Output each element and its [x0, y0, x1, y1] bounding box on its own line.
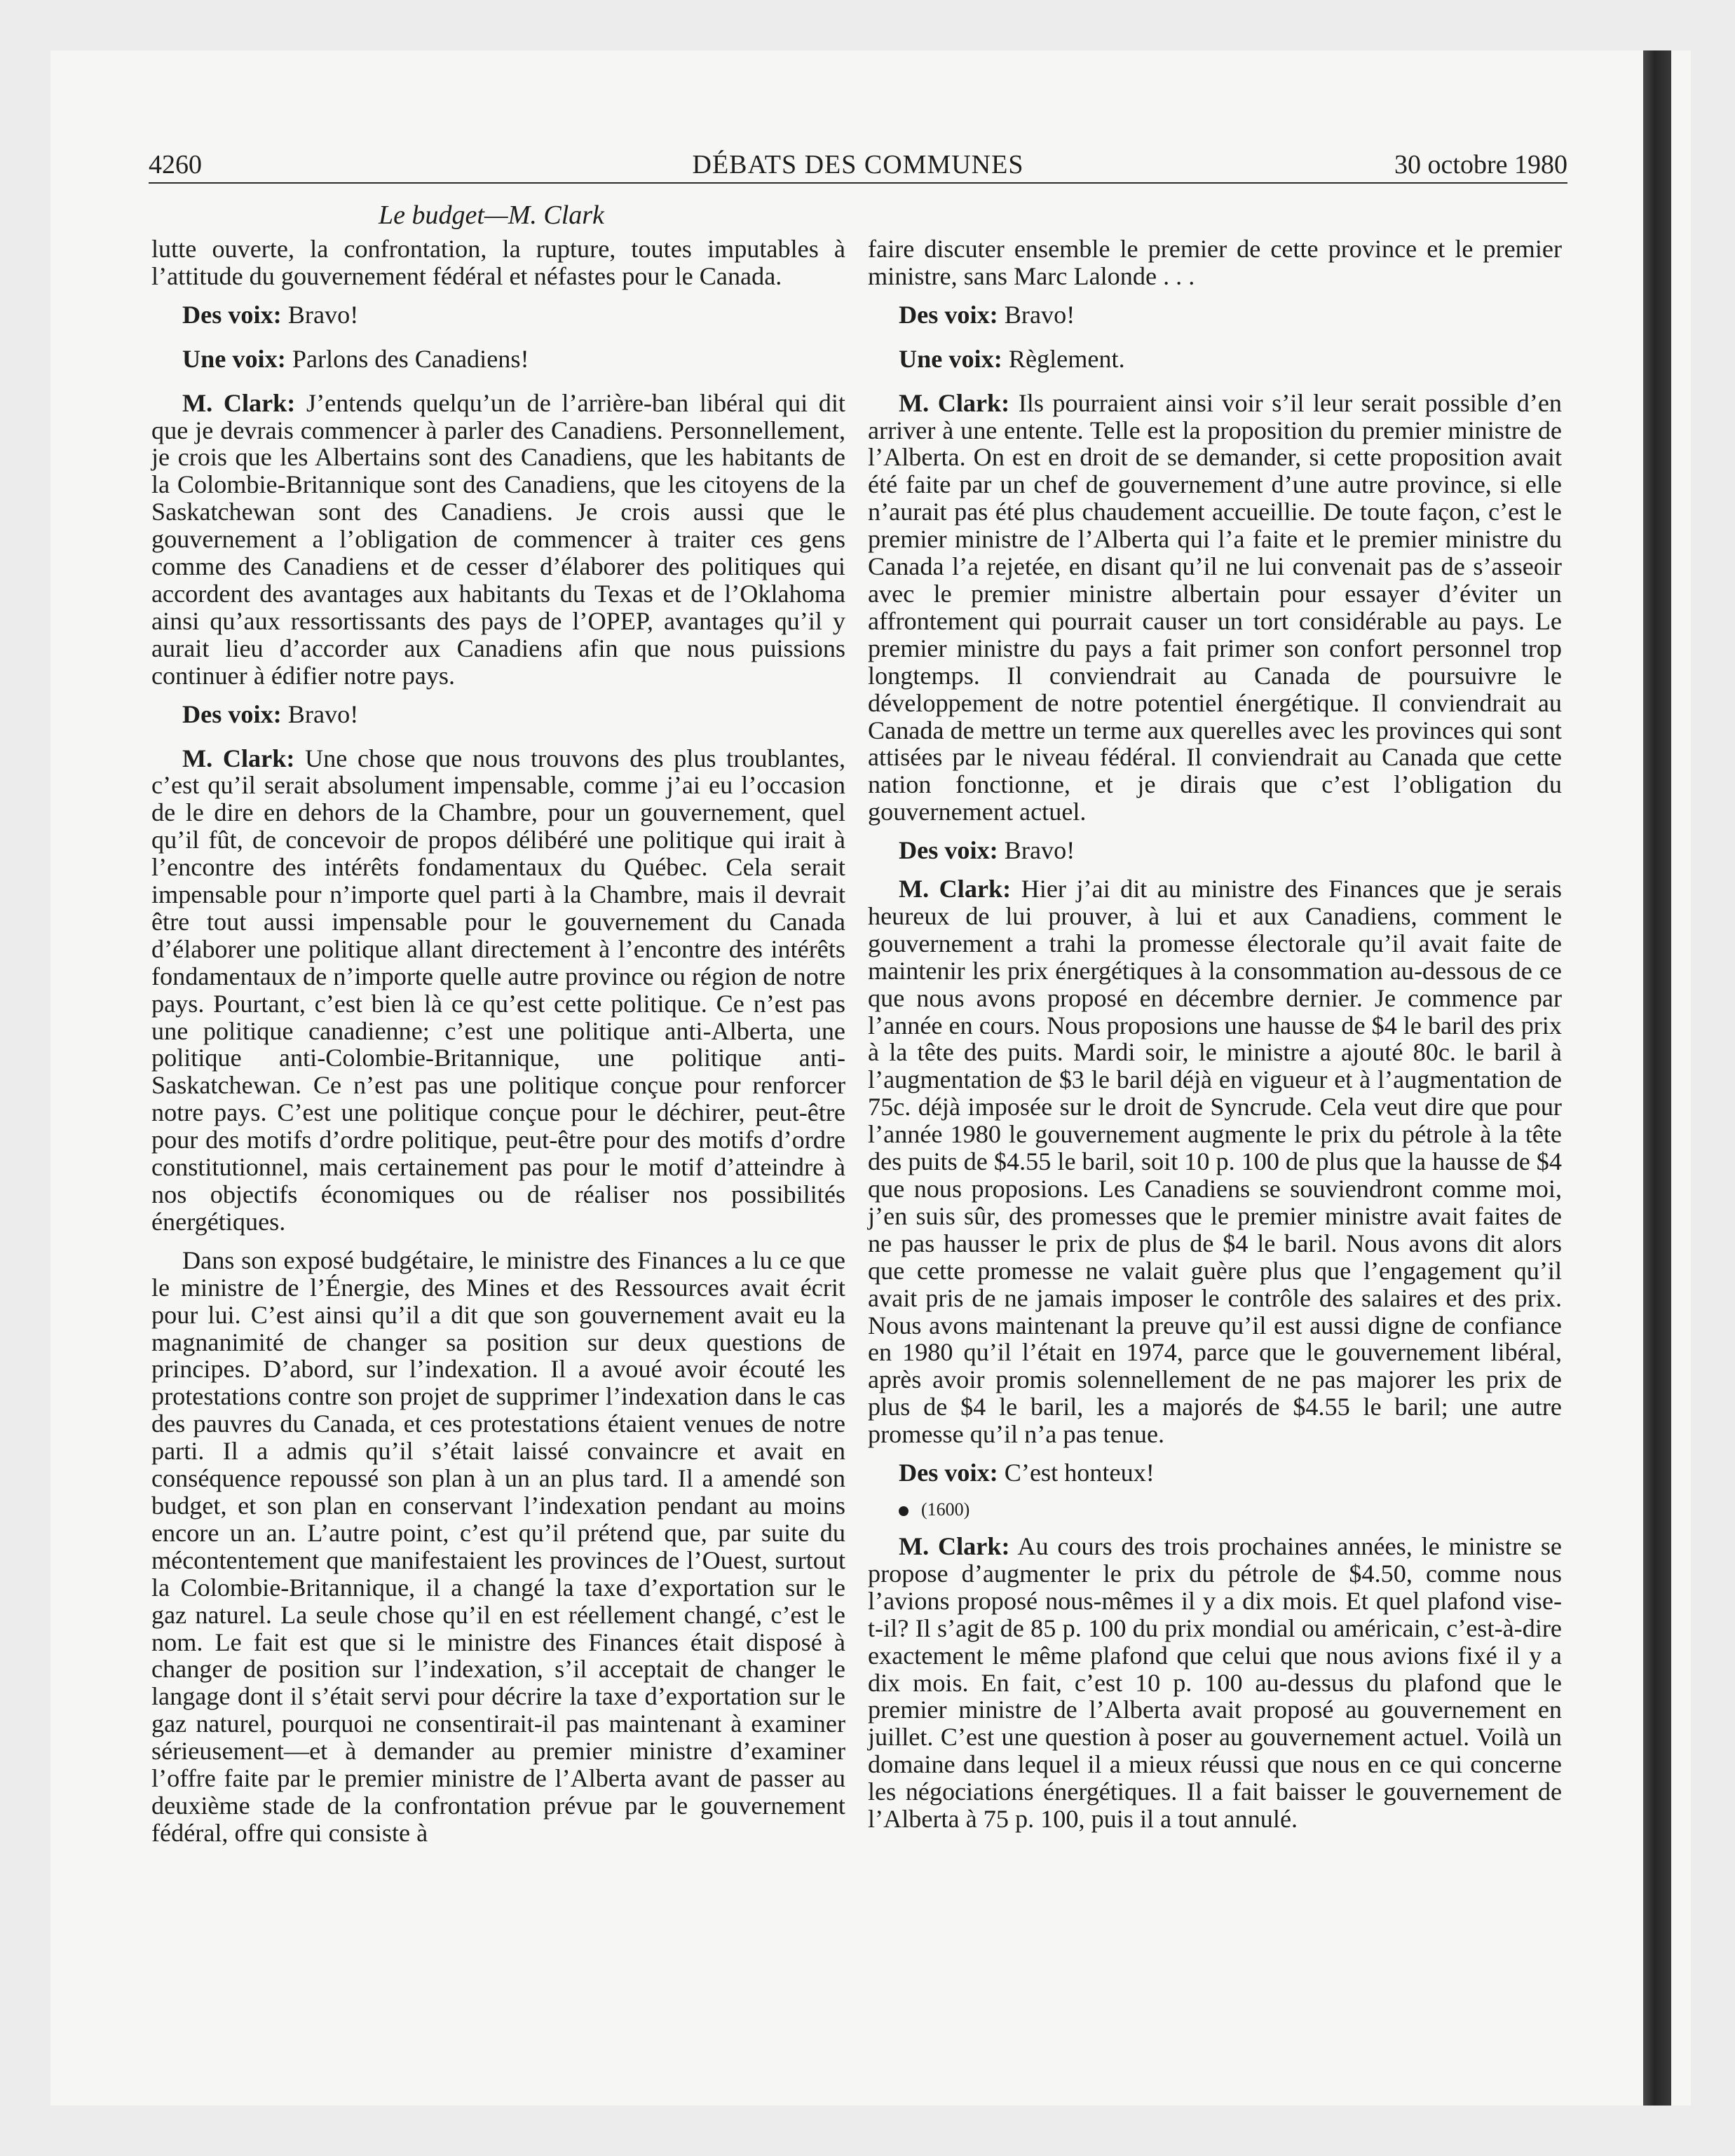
- speech-text: Bravo!: [281, 300, 359, 329]
- speaker-label: M. Clark:: [182, 388, 296, 417]
- paragraph: Dans son exposé budgétaire, le ministre des Finances a lu ce que le ministre de l’Énergie, des Mines et des Ressources avait écrit pour lui. C’est ainsi qu’il a dit que son gouvernement avait eu la magnanimité de changer sa position sur deux questions de principes. D’abord, sur l’indexation. Il a avoué avoir écouté les protestations contre son projet de supprimer l’indexation dans le cas des pauvres du Canada, et ces protestations étaient venues de notre parti. Il a admis qu’il s’était laissé convaincre et avait en conséquence repoussé son plan à un an plus tard. Il a amendé son budget, et son plan en conservant l’indexation pendant au moins encore un an. L’autre point, c’est qu’il prétend que, par suite du mécontentement que manifestaient les provinces de l’Ouest, surtout la Colombie-Britannique, il a changé la taxe d’exportation sur le gaz naturel. La seule chose qu’il en est réellement changé, c’est le nom. Le fait est que si le ministre des Finances était disposé à changer de position sur l’indexation, s’il acceptait de changer le langage dont il s’était servi pour décrire la taxe d’exportation sur le gaz naturel, pourquoi ne consentirait-il pas maintenant à examiner sérieusement—et à demander au premier ministre d’examiner l’offre faite par le premier ministre de l’Alberta avant de passer au deuxième stade de la confrontation prévue par le gouvernement fédéral, offre qui consiste à: [151, 1246, 845, 1847]
- binding-edge: [1643, 50, 1671, 2106]
- right-column: [868, 236, 1562, 1844]
- speech: [868, 875, 1562, 1448]
- paragraph: faire discuter ensemble le premier de cette province et le premier ministre, sans Marc Lalonde . . .: [868, 235, 1562, 290]
- speaker-label: M. Clark:: [899, 875, 1012, 903]
- interjection: [868, 346, 1562, 373]
- left-column: [151, 236, 845, 1858]
- speaker-label: M. Clark:: [899, 388, 1010, 417]
- speech: [151, 390, 845, 690]
- interjection: [868, 301, 1562, 329]
- speech-text: Bravo!: [998, 300, 1075, 329]
- speaker-label: Une voix:: [899, 344, 1002, 373]
- speech: [868, 390, 1562, 826]
- speaker-label: Des voix:: [182, 300, 282, 329]
- issue-date: 30 octobre 1980: [1394, 150, 1567, 179]
- interjection: [151, 346, 845, 373]
- speech: [868, 1533, 1562, 1833]
- page-header: [149, 149, 1567, 181]
- speaker-label: Des voix:: [899, 1459, 998, 1487]
- bullet-icon: [899, 1506, 909, 1516]
- time-marker-text: (1600): [921, 1499, 970, 1520]
- speaker-label: Des voix:: [899, 836, 998, 865]
- speaker-label: Des voix:: [899, 300, 998, 329]
- speech-text: J’entends quelqu’un de l’arrière-ban libéral qui dit que je devrais commencer à parler des Canadiens. Personnellement, je crois que les Albertains sont des Canadiens, que les habitants de la Colombie-Britannique sont des Canadiens, que les citoyens de la Saskatchewan sont des Canadiens. Je crois aussi que le gouvernement a l’obligation de commencer à traiter ces gens comme des Canadiens et de cesser d’élaborer des politiques qui accordent des avantages aux habitants du Texas et de l’Oklahoma ainsi qu’aux ressortissants des pays de l’OPEP, avantages qu’il y aurait lieu d’accorder aux Canadiens afin que nous puissions continuer à édifier notre pays.: [151, 388, 845, 690]
- interjection: [868, 837, 1562, 864]
- speech: [151, 745, 845, 1236]
- publication-title: DÉBATS DES COMMUNES: [692, 150, 1024, 179]
- speech-text: Parlons des Canadiens!: [285, 344, 529, 373]
- speaker-label: M. Clark:: [899, 1531, 1010, 1560]
- speech-text: Hier j’ai dit au ministre des Finances que je serais heureux de lui prouver, à lui et aux Canadiens, comment le gouvernement a trahi la promesse électorale qu’il avait faite de maintenir les prix énergétiques à la consommation au-dessous de ce que nous avons proposé en décembre dernier. Je commence par l’année en cours. Nous proposions une hausse de $4 le baril des prix à la tête des puits. Mardi soir, le ministre a ajouté 80c. le baril à l’augmentation de $3 le baril déjà en vigueur et à l’augmentation de 75c. déjà imposée sur le droit de Syncrude. Cela veut dire que pour l’année 1980 le gouvernement augmente le prix du pétrole à la tête des puits de $4.55 le baril, soit 10 p. 100 de plus que la hausse de $4 que nous proposions. Les Canadiens se souviendront comme moi, j’en suis sûr, des promesses que le premier ministre avait faites de ne pas hausser le prix de plus de $4 le baril. Nous avons dit alors que cette promesse ne valait guère plus que l’engagement qu’il avait pris de ne jamais imposer le contrôle des salaires et des prix. Nous avons maintenant la preuve qu’il est aussi digne de confiance en 1980 qu’il l’était en 1974, parce que le gouvernement libéral, après avoir promis solennellement de ne pas majorer les prix de plus de $4 le baril, les a majorés de $4.55 le baril; une autre promesse qu’il n’a pas tenue.: [868, 875, 1562, 1449]
- speech-text: C’est honteux!: [998, 1459, 1155, 1487]
- speaker-label: Une voix:: [182, 344, 286, 373]
- interjection: [151, 301, 845, 329]
- speaker-label: M. Clark:: [182, 744, 295, 772]
- interjection: [151, 701, 845, 728]
- speech-text: Règlement.: [1002, 344, 1125, 373]
- paragraph: lutte ouverte, la confrontation, la rupture, toutes imputables à l’attitude du gouvernement fédéral et néfastes pour le Canada.: [151, 235, 845, 290]
- running-head: Le budget—M. Clark: [379, 200, 604, 230]
- speech-text: Une chose que nous trouvons des plus troublantes, c’est qu’il serait absolument impensable, comme j’ai eu l’occasion de le dire en dehors de la Chambre, pour un gouvernement, quel qu’il fût, de concevoir de propos délibéré une politique qui irait à l’encontre des intérêts fondamentaux du Québec. Cela serait impensable pour n’importe quel parti à la Chambre, mais il devrait être tout aussi impensable pour le gouvernement du Canada d’élaborer une politique allant directement à l’encontre des intérêts fondamentaux de n’importe quelle autre province ou région de notre pays. Pourtant, c’est bien là ce qu’est cette politique. Ce n’est pas une politique canadienne; c’est une politique anti-Alberta, une politique anti-Colombie-Britannique, une politique anti-Saskatchewan. Ce n’est pas une politique conçue pour renforcer notre pays. C’est une politique conçue pour le déchirer, peut-être pour des motifs d’ordre politique, peut-être pour des motifs d’ordre constitutionnel, mais certainement pas pour le motif d’atteindre à nos objectifs économiques ou de réaliser nos possibilités énergétiques.: [151, 744, 845, 1236]
- speech-text: Au cours des trois prochaines années, le ministre se propose d’augmenter le prix du pétrole de $4.50, comme nous l’avions proposé nous-mêmes il y a dix mois. Et quel plafond vise-t-il? Il s’agit de 85 p. 100 du prix mondial ou américain, c’est-à-dire exactement le même plafond que celui que nous avions fixé il y a dix mois. En fait, c’est 10 p. 100 au-dessus du plafond que le premier ministre de l’Alberta avait proposé au gouvernement en juillet. C’est une question à poser au gouvernement actuel. Voilà un domaine dans lequel il a mieux réussi que nous en ce qui concerne les négociations énergétiques. Il a fait baisser le gouvernement de l’Alberta à 75 p. 100, puis il a tout annulé.: [868, 1531, 1562, 1834]
- speech-text: Bravo!: [281, 700, 359, 728]
- header-rule: [149, 182, 1567, 184]
- page-number: 4260: [149, 150, 202, 179]
- speaker-label: Des voix:: [182, 700, 282, 728]
- time-marker: [868, 1498, 1562, 1522]
- interjection: [868, 1459, 1562, 1487]
- speech-text: Bravo!: [998, 836, 1075, 865]
- speech-text: Ils pourraient ainsi voir s’il leur serait possible d’en arriver à une entente. Telle est la proposition du premier ministre de l’Alberta. On est en droit de se demander, si cette proposition avait été faite par un chef de gouvernement d’une autre province, si elle n’aurait pas été plus chaudement accueillie. De toute façon, c’est le premier ministre de l’Alberta qui l’a faite et le premier ministre du Canada l’a rejetée, en disant qu’il ne lui convenait pas de s’asseoir avec le premier ministre albertain pour essayer d’éviter un affrontement qui pourrait causer un tort considérable au pays. Le premier ministre du pays a fait primer son confort personnel trop longtemps. Il conviendrait au Canada de poursuivre le développement de notre potentiel énergétique. Il conviendrait au Canada de mettre un terme aux querelles avec les provinces qui sont attisées par le niveau fédéral. Il conviendrait au Canada que cette nation fonctionne, et je dirais que c’est l’obligation du gouvernement actuel.: [868, 388, 1562, 826]
